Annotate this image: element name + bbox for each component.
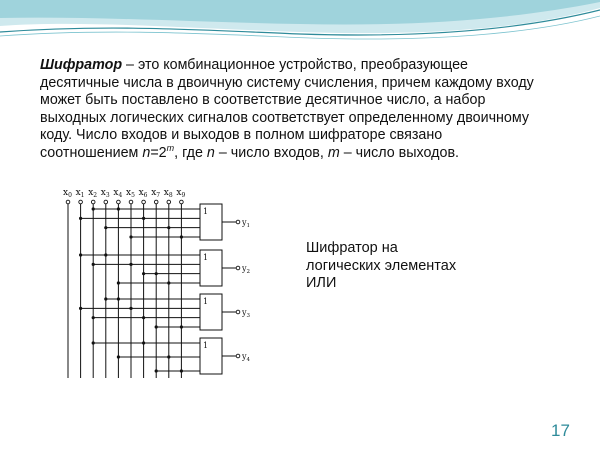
junction-dot [117, 355, 120, 358]
definition-line-5: коду. Число входов и выходов в полном шифраторе связано [40, 127, 443, 143]
input-label-x1: $x_1$ [75, 188, 85, 199]
input-label-x5: $x_5$ [126, 188, 135, 199]
circuit-caption: Шифратор на логических элементах ИЛИ [306, 240, 457, 291]
output-terminal [236, 310, 240, 314]
input-terminal [154, 200, 158, 204]
gate-symbol: 1 [203, 207, 209, 216]
junction-dot [155, 325, 158, 328]
header-banner [0, 0, 600, 48]
junction-dot [142, 217, 145, 220]
junction-dot [117, 281, 120, 284]
junction-dot [155, 272, 158, 275]
junction-dot [92, 316, 95, 319]
junction-dot [117, 207, 120, 210]
junction-dot [180, 235, 183, 238]
junction-dot [129, 235, 132, 238]
junction-dot [167, 281, 170, 284]
definition-line-4: выходных логических сигналов соответствует определенному двоичному [40, 109, 530, 126]
input-terminal [66, 200, 70, 204]
formula-line: соотношением $n=2^m$, где n – число входов, m – число выходов. [40, 142, 460, 161]
junction-dot [92, 341, 95, 344]
junction-dot [104, 226, 107, 229]
input-terminal [180, 200, 184, 204]
junction-dot [79, 217, 82, 220]
input-label-x9: $x_9$ [176, 188, 186, 199]
junction-dot [129, 263, 132, 266]
input-label-x8: $x_8$ [163, 188, 173, 199]
input-terminal [91, 200, 95, 204]
junction-dot [155, 369, 158, 372]
encoder-circuit-diagram [58, 180, 268, 380]
term: Шифратор [40, 57, 123, 73]
junction-dot [167, 355, 170, 358]
junction-dot [79, 307, 82, 310]
input-label-x6: $x_6$ [138, 188, 148, 199]
input-label-x0: $x_0$ [63, 188, 72, 199]
output-label-y4: $y_4$ [242, 352, 251, 363]
input-label-x2: $x_2$ [88, 188, 98, 199]
definition-text [40, 57, 580, 162]
junction-dot [92, 263, 95, 266]
gate-symbol: 1 [203, 253, 209, 262]
output-terminal [236, 220, 240, 224]
junction-dot [180, 369, 183, 372]
junction-dot [180, 325, 183, 328]
input-terminal [79, 200, 83, 204]
input-terminal [167, 200, 171, 204]
junction-dot [104, 297, 107, 300]
input-terminal [142, 200, 146, 204]
output-label-y1: $y_1$ [242, 218, 251, 229]
input-terminal [104, 200, 108, 204]
junction-dot [142, 316, 145, 319]
junction-dot [117, 297, 120, 300]
junction-dot [142, 341, 145, 344]
junction-dot [79, 253, 82, 256]
input-label-x3: $x_3$ [100, 188, 110, 199]
definition-line-3: может быть поставлено в соответствие десятичное число, а набор [40, 92, 486, 108]
junction-dot [129, 307, 132, 310]
gate-symbol: 1 [203, 297, 209, 306]
junction-dot [104, 253, 107, 256]
page-number: 17 [551, 421, 570, 440]
input-label-x4: $x_4$ [113, 188, 123, 199]
output-terminal [236, 354, 240, 358]
definition-line-2: десятичные числа в двоичную систему счисления, причем каждому входу [40, 74, 534, 91]
output-label-y2: $y_2$ [242, 264, 251, 275]
junction-dot [92, 207, 95, 210]
junction-dot [142, 272, 145, 275]
input-terminal [117, 200, 121, 204]
junction-dot [167, 226, 170, 229]
output-terminal [236, 266, 240, 270]
output-label-y3: $y_3$ [242, 308, 251, 319]
definition-line-1: – это комбинационное устройство, преобразующее [122, 57, 468, 73]
input-terminal [129, 200, 133, 204]
gate-symbol: 1 [203, 341, 209, 350]
input-label-x7: $x_7$ [151, 188, 161, 199]
